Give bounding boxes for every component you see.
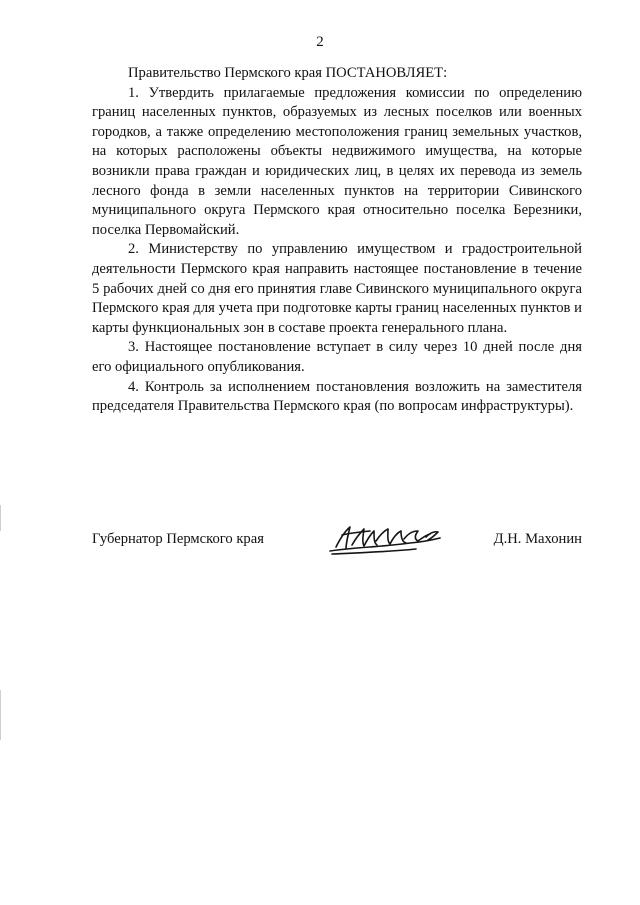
page-number: 2 <box>316 34 324 50</box>
handwritten-signature <box>326 521 444 559</box>
resolution-paragraph-2: 2. Министерству по управлению имуществом и градостроительной деятельности Пермского края направить настоящее постановление в течение 5 рабочих дней со дня его принятия главе Сивинского муниципального округа Пермского края для учета при подготовке карты границ населенных пунктов и карты функциональных зон в составе проекта генерального плана. <box>92 241 582 336</box>
resolution-paragraph-3: 3. Настоящее постановление вступает в силу через 10 дней после дня его официального опубликования. <box>92 339 582 375</box>
signature-block <box>92 527 582 557</box>
signer-position: Губернатор Пермского края <box>92 531 264 547</box>
resolution-paragraph-1: 1. Утвердить прилагаемые предложения комиссии по определению границ населенных пунктов, образуемых из лесных поселков или военных городков, а также определению местоположения границ земельных участков, на которых расположены объекты недвижимого имущества, на которые возникли права граждан и юридических лиц, в целях их перевода из земель лесного фонда в земли населенных пунктов на территории Сивинского муниципального округа Пермского края относительно поселка Березники, поселка Первомайский. <box>92 84 582 238</box>
signer-name: Д.Н. Махонин <box>493 531 582 547</box>
resolution-body <box>92 64 582 417</box>
scan-edge-mark <box>0 690 1 740</box>
resolution-paragraph-4: 4. Контроль за исполнением постановления возложить на заместителя председателя Правительства Пермского края (по вопросам инфраструктуры). <box>92 378 582 415</box>
resolution-intro: Правительство Пермского края ПОСТАНОВЛЯЕТ: <box>128 65 448 81</box>
scan-edge-mark <box>0 505 1 531</box>
